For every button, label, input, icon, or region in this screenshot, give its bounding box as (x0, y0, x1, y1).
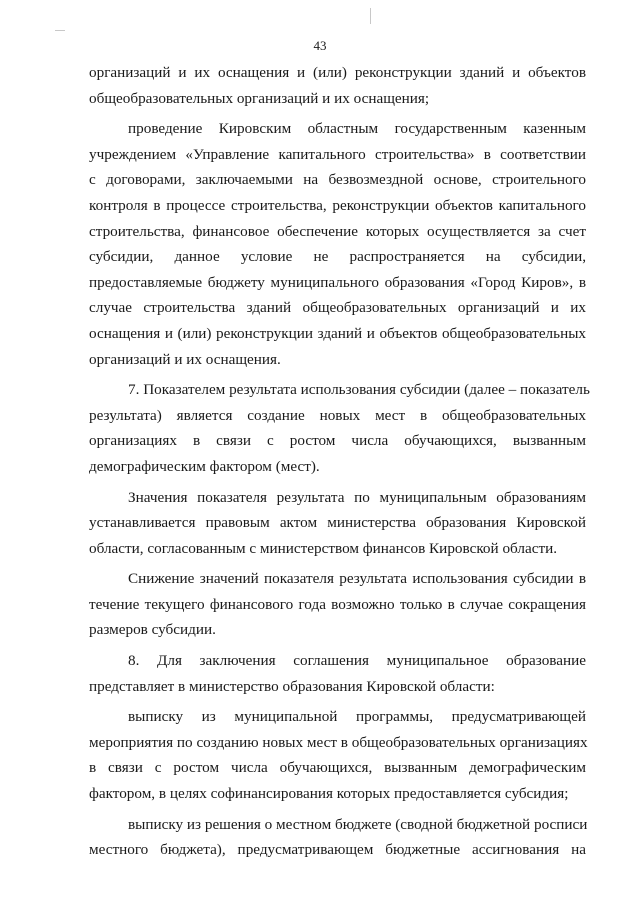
paragraph-7 (89, 704, 586, 806)
text-line: субсидии, данное условие не распространяется на субсидии, (89, 248, 586, 266)
text-line: размеров субсидии. (89, 621, 216, 639)
text-line: в связи с ростом числа обучающихся, вызванным демографическим (89, 759, 586, 777)
paragraph-2 (89, 116, 586, 372)
text-line: случае строительства зданий общеобразовательных организаций и их (89, 299, 586, 317)
paragraph-8 (89, 812, 586, 863)
text-line: устанавливается правовым актом министерства образования Кировской (89, 514, 586, 532)
text-line: 7. Показателем результата использования субсидии (далее – показатель (128, 381, 590, 399)
paragraph-4 (89, 485, 586, 562)
document-body (89, 60, 590, 863)
text-line: области, согласованным с министерством финансов Кировской области. (89, 539, 558, 557)
text-line: результата) является создание новых мест в общеобразовательных (89, 406, 586, 424)
text-line: организаций и их оснащения. (89, 350, 281, 368)
text-line: мероприятия по созданию новых мест в общеобразовательных организациях (89, 733, 588, 751)
text-line: Снижение значений показателя результата использования субсидии в (128, 570, 586, 588)
paragraph-6 (89, 648, 586, 699)
text-line: с договорами, заключаемыми на безвозмездной основе, строительного (89, 171, 586, 189)
text-line: предоставляемые бюджету муниципального образования «Город Киров», в (89, 273, 586, 291)
text-line: общеобразовательных организаций и их оснащения; (89, 89, 430, 107)
text-line: фактором, в целях софинансирования которых предоставляется субсидия; (89, 785, 569, 803)
text-line: демографическим фактором (мест). (89, 457, 320, 475)
text-line: учреждением «Управление капитального строительства» в соответствии (89, 145, 586, 163)
text-line: оснащения и (или) реконструкции зданий и объектов общеобразовательных (89, 324, 586, 342)
scan-artifact-margin (55, 30, 65, 31)
text-line: контроля в процессе строительства, реконструкции объектов капитального (89, 196, 586, 214)
text-line: 8. Для заключения соглашения муниципальное образование (128, 652, 586, 670)
text-line: организаций и их оснащения и (или) реконструкции зданий и объектов (89, 64, 586, 81)
text-line: представляет в министерство образования Кировской области: (89, 677, 495, 695)
page-number: 43 (313, 38, 327, 53)
paragraph-5 (89, 566, 586, 643)
text-line: организациях в связи с ростом числа обучающихся, вызванным (89, 432, 586, 450)
text-line: выписку из решения о местном бюджете (сводной бюджетной росписи (128, 815, 588, 833)
text-line: проведение Кировским областным государственным казенным (128, 120, 586, 138)
text-line: Значения показателя результата по муниципальным образованиям (128, 488, 586, 506)
text-line: строительства, финансовое обеспечение которых осуществляется за счет (89, 222, 586, 240)
text-line: местного бюджета), предусматривающем бюджетные ассигнования на (89, 841, 586, 859)
text-line: выписку из муниципальной программы, предусматривающей (128, 708, 586, 726)
paragraph-3 (89, 377, 590, 479)
paragraph-1 (89, 60, 586, 111)
scan-artifact-top (370, 8, 371, 24)
text-line: течение текущего финансового года возможно только в случае сокращения (89, 595, 586, 613)
